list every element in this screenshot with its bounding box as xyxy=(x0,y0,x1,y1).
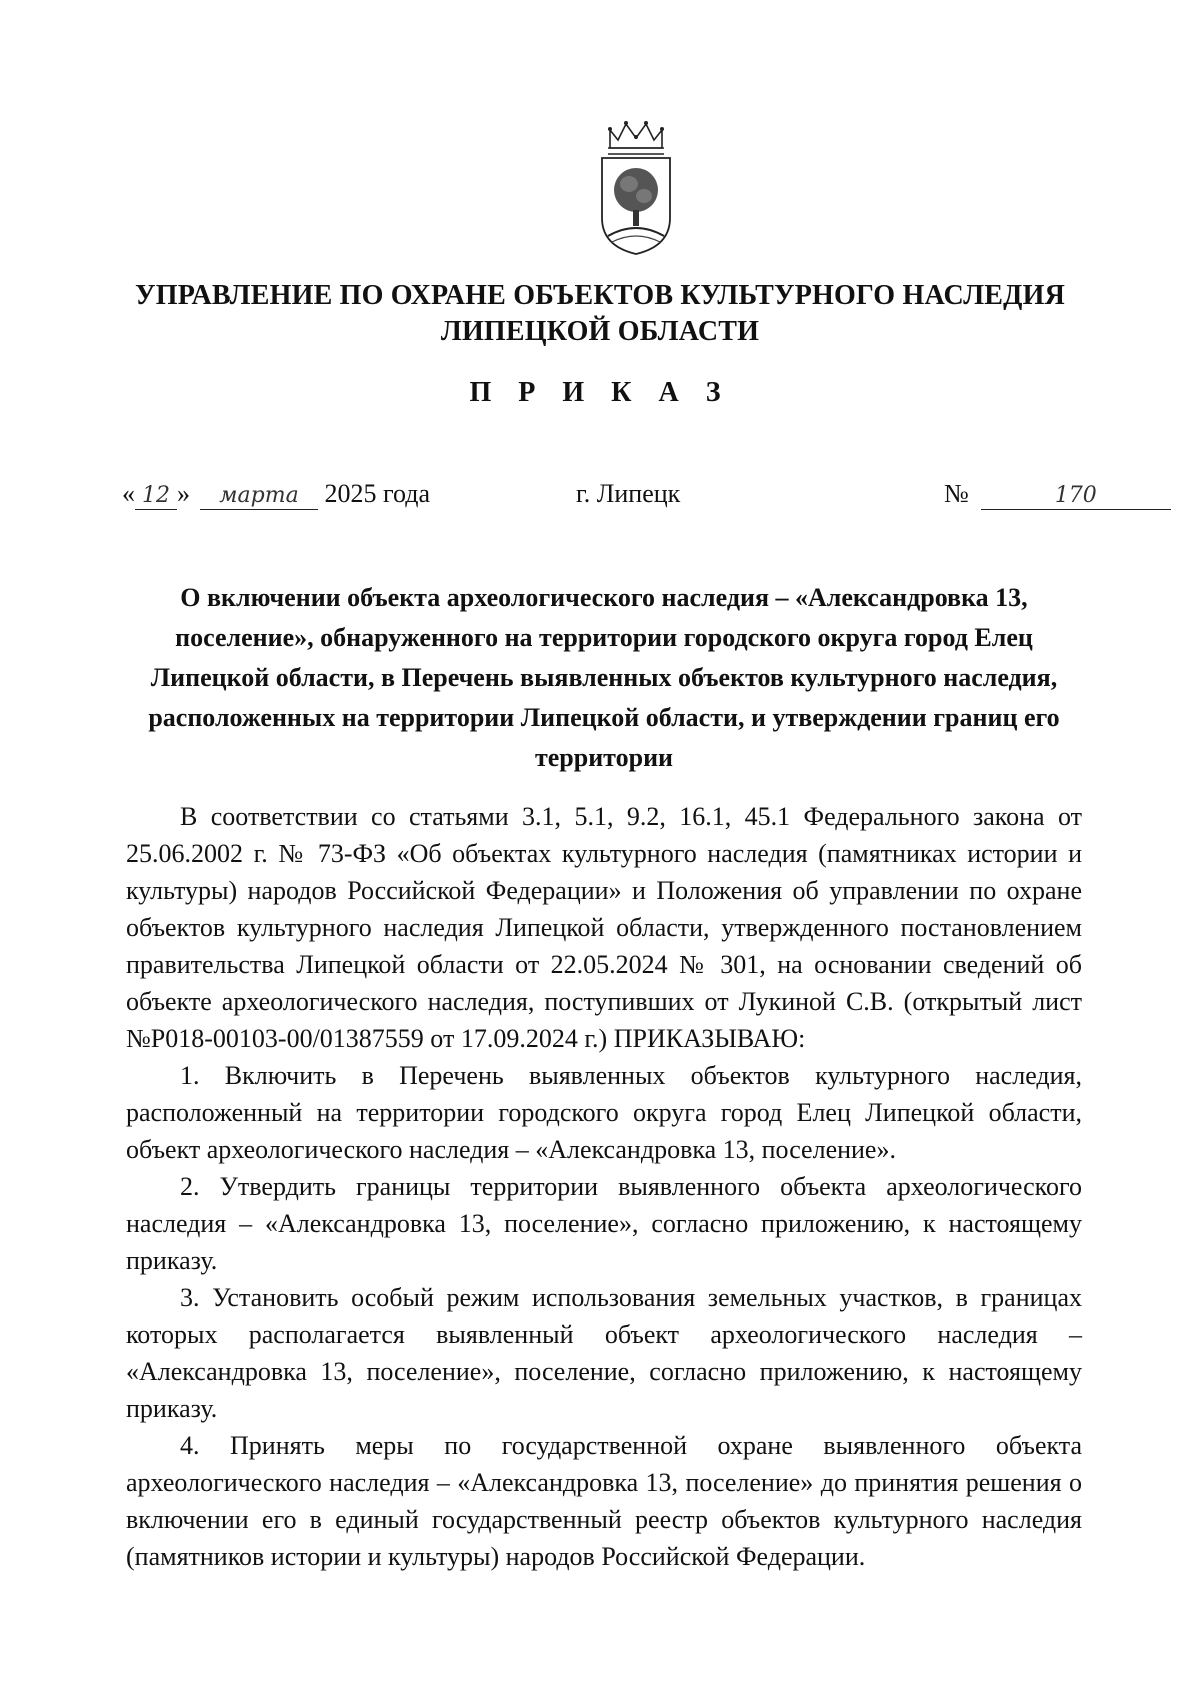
organization-name-line1: УПРАВЛЕНИЕ ПО ОХРАНЕ ОБЪЕКТОВ КУЛЬТУРНОГО НАСЛЕДИЯ xyxy=(135,280,1065,311)
date-quote-close: » xyxy=(177,479,190,508)
date-day-handwritten: 12 xyxy=(135,480,177,512)
document-title: О включении объекта археологического наследия – «Александровка 13, поселение», обнаруженного на территории городского округа город Елец Липецкой области, в Перечень выявленных объектов культурного наследия, расположенных на территории Липецкой области, и утверждении границ его территории xyxy=(148,583,1060,772)
number-value-handwritten: 170 xyxy=(981,480,1171,512)
coat-of-arms-emblem xyxy=(596,118,676,256)
list-item: 1. Включить в Перечень выявленных объектов культурного наследия, расположенный на территории городского округа город Елец Липецкой области, объект археологического наследия – «Александровка 13, поселение». xyxy=(126,1061,1082,1164)
document-type: П Р И К А З xyxy=(469,377,731,408)
date-year: 2025 года xyxy=(324,479,431,508)
document-place: г. Липецк xyxy=(576,479,681,508)
preamble-paragraph: В соответствии со статьями 3.1, 5.1, 9.2, 16.1, 45.1 Федерального закона от 25.06.2002 г. № 73-ФЗ «Об объектах культурного наследия (памятниках истории и культуры) народов Российской Федерации» и Положения об управлении по охране объектов культурного наследия Липецкой области, утвержденного постановлением правительства Липецкой области от 22.05.2024 № 301, на основании сведений об объекте археологического наследия, поступивших от Лукиной С.В. (открытый лист №Р018-00103-00/01387559 от 17.09.2024 г.) ПРИКАЗЫВАЮ: xyxy=(126,802,1082,1053)
list-item: 4. Принять меры по государственной охране выявленного объекта археологического наследия – «Александровка 13, поселение» до принятия решения о включении его в единый государственный реестр объектов культурного наследия (памятников истории и культуры) народов Российской Федерации. xyxy=(126,1431,1082,1571)
document-body xyxy=(126,798,1082,1575)
list-item: 3. Установить особый режим использования земельных участков, в границах которых располагается выявленный объект археологического наследия – «Александровка 13, поселение», поселение, согласно приложению, к настоящему приказу. xyxy=(126,1283,1082,1423)
number-label: № xyxy=(944,479,969,508)
date-month-handwritten: марта xyxy=(200,480,318,512)
organization-name-line2: ЛИПЕЦКОЙ ОБЛАСТИ xyxy=(440,316,760,347)
document-number xyxy=(944,478,1171,512)
date-quote-open: « xyxy=(122,479,135,508)
document-date xyxy=(122,478,430,512)
list-item: 2. Утвердить границы территории выявленного объекта археологического наследия – «Александровка 13, поселение», согласно приложению, к настоящему приказу. xyxy=(126,1172,1082,1275)
